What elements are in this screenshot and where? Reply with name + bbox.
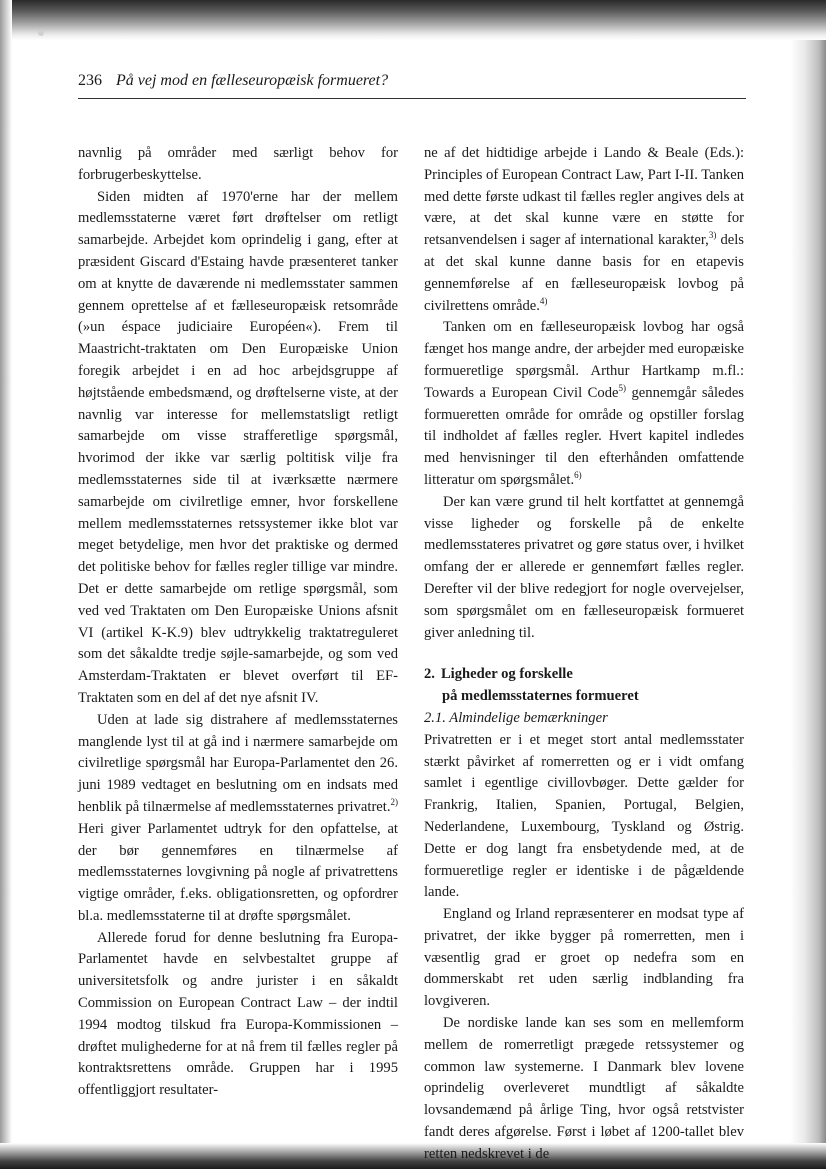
- paragraph-text: Tanken om en fælleseuropæisk lovbog har også fænget hos mange andre, der arbejder med europæiske formueretlige spørgsmål. Arthur Hartkamp m.fl.: Towards a European Civil Code: [424, 319, 744, 401]
- section-heading: [424, 664, 744, 708]
- paragraph: Siden midten af 1970'erne har der mellem medlemsstaterne været ført drøftelser om retligt samarbejde. Arbejdet kom oprindelig i gang, efter at præsident Giscard d'Estaing havde præsenteret tanker om at knytte de daværende ni medlemsstater sammen gennem oprettelse af et fælleseuropæisk retsområde (»un éspace judiciaire Européen«). Frem til Maastricht-traktaten om Den Europæiske Union foregik arbejdet i en ad hoc arbejdsgruppe af højtstående embedsmænd, og drøftelserne viste, at der navnlig var interesse for mellemstatsligt retligt samarbejde om visse strafferetlige spørgsmål, hvorimod der ikke var særlig poltitisk vilje fra medlemsstaternes side til at iværksætte nærmere samarbejde om civilretlige emner, hvor forskellene mellem medlemsstaternes retssystemer ikke blot var meget betydelige, men hvor det praktiske og dermed det politiske behov for fælles regler tillige var mindre. Det er dette samarbejde om retlige spørgsmål, som ved ved Traktaten om Den Europæiske Unions afsnit VI (artikel K-K.9) blev udtrykkelig traktatreguleret som det såkaldte tredje søjle-samarbejde, og som ved Amsterdam-Traktaten er blevet overført til EF-Traktaten som en del af det nye afsnit IV.: [78, 188, 398, 706]
- scan-shadow-right: [790, 40, 826, 1150]
- paragraph: Allerede forud for denne beslutning fra Europa-Parlamentet havde en selvbestaltet gruppe af universitetsfolk og andre jurister i en såkaldt Commission on European Contract Law – der indtil 1994 modtog tilskud fra Europa-Kommissionen – drøftet mulighederne for at nå frem til fælles regler på kontraktsrettens område. Gruppen har i 1995 offentliggjort resultater-: [78, 929, 398, 1099]
- footnote-marker: 4): [539, 295, 548, 306]
- paragraph: De nordiske lande kan ses som en mellemform mellem de romerretligt prægede retssystemer og common law systemerne. I Danmark blev lovene oprindelig overleveret mundtligt af såkaldte lovsandemænd på årlige Ting, hvor også retstvister fandt deres afgørelse. Først i løbet af 1200-tallet blev retten nedskrevet i de: [424, 1015, 744, 1162]
- paragraph-text: Heri giver Parlamentet udtryk for den opfattelse, at der bør gennemføres en tilnærmelse af medlemsstaternes lovgivning på nogle af privatrettens vigtige områder, f.eks. obligationsretten, og opfordrer bl.a. medlemsstaterne til at drøfte spørgsmålet.: [78, 820, 398, 924]
- scan-speck: [38, 30, 44, 36]
- section-number: 2.: [424, 666, 435, 683]
- paragraph-text: Uden at lade sig distrahere af medlemsstaternes manglende lyst til at gå ind i nærmere samarbejde om civilretlige spørgsmål har Europa-Parlamentet den 26. juni 1989 vedtaget en beslutning om en indsats med henblik på tilnærmelse af medlemsstaternes privatret.: [78, 711, 398, 815]
- page-header: [78, 72, 746, 99]
- paragraph: [424, 143, 744, 317]
- paragraph-text: gennemgår således formueretten område for område og opstiller forslag til indholdet af fælles regler. Hvert kapitel indledes med henvisninger til den efterhånden omfattende litteratur om spørgsmålet.: [424, 384, 744, 488]
- right-column: [424, 143, 744, 1166]
- paragraph: Privatretten er i et meget stort antal medlemsstater stærkt påvirket af romerretten og er i vidt omfang samlet i egentlige civillovbøger. Dette gælder for Frankrig, Italien, Spanien, Portugal, Belgien, Nederlandene, Luxembourg, Tyskland og Østrig. Dette er dog langt fra ensbetydende med, at de formueretlige regler er identiske i de pågældende lande.: [424, 731, 744, 901]
- subsection-heading: 2.1. Almindelige bemærkninger: [424, 709, 608, 726]
- footnote-marker: 6): [574, 470, 582, 481]
- paragraph: navnlig på områder med særligt behov for forbrugerbeskyttelse.: [78, 145, 398, 183]
- section-title-line1: Ligheder og forskelle: [440, 666, 573, 683]
- paragraph-text: ne af det hidtidige arbejde i Lando & Beale (Eds.): Principles of European Contract Law, Part I-II. Tanken med dette første udkast til fælles regler angives dels at være, at det skal kunne være en støtte for retsanvendelsen i sager af international karakter,: [424, 145, 744, 249]
- running-title: På vej mod en fælleseuropæisk formueret?: [116, 72, 389, 89]
- scan-shadow-top: [0, 0, 826, 40]
- paragraph: Der kan være grund til helt kortfattet at gennemgå visse ligheder og forskelle på de enkelte medlemsstateres privatret og gøre status over, i hvilket omfang der er allerede er gennemført fælles regler. Derefter vil der blive redegjort for nogle overvejelser, som spørgsmålet om en fælleseuropæisk formueret giver anledning til.: [424, 493, 744, 641]
- section-title-line2: på medlemsstaternes formueret: [442, 688, 639, 705]
- paragraph: England og Irland repræsenterer en modsat type af privatret, der ikke bygger på romerretten, men i væsentlig grad er groet op nedefra som en dommerskabt ret uden særlig indblanding fra lovgiveren.: [424, 906, 744, 1010]
- left-column: [78, 143, 398, 1102]
- footnote-marker: 5): [618, 382, 626, 393]
- footnote-marker: 2): [390, 797, 398, 808]
- paragraph-text: dels at det skal kunne danne basis for en etapevis gennemførelse af en fælleseuropæisk lovbog på civilrettens område.: [424, 232, 744, 314]
- paragraph: [424, 317, 744, 491]
- footnote-marker: 3): [708, 230, 717, 241]
- paragraph: [78, 710, 398, 928]
- page-number: 236: [78, 72, 102, 89]
- scan-shadow-left: [0, 0, 12, 1169]
